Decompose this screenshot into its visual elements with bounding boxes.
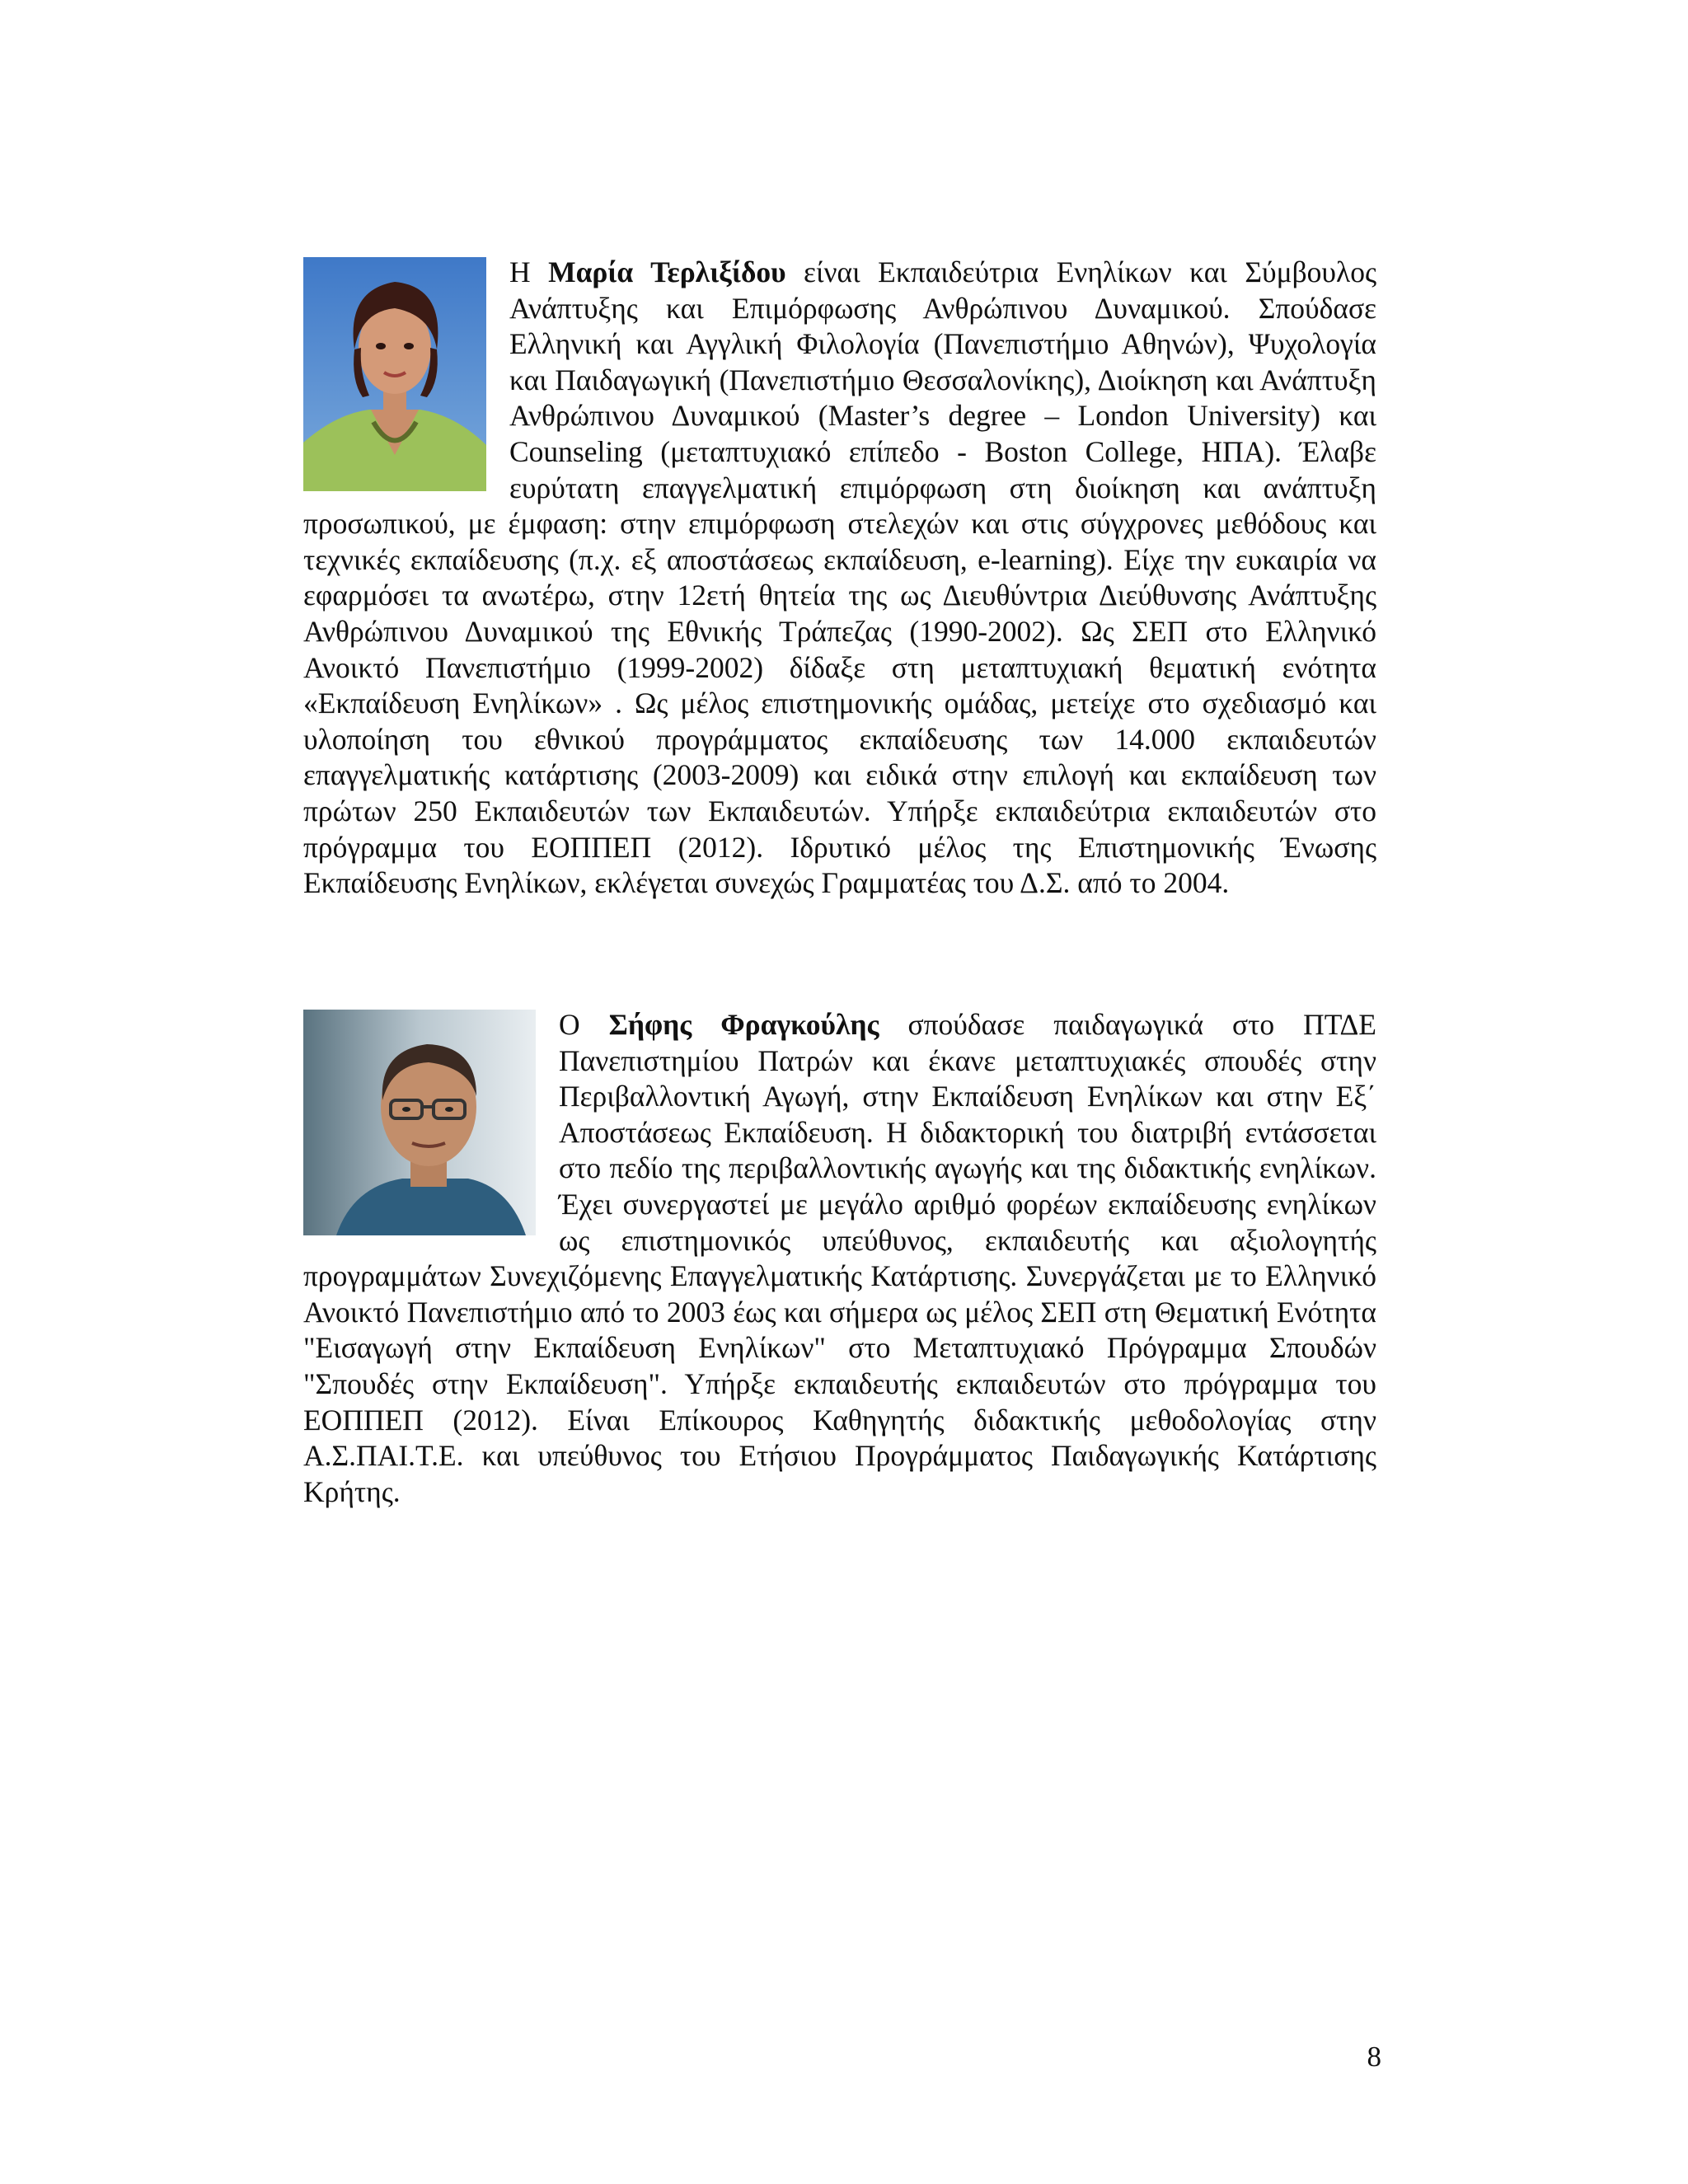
bio-intro: Η	[509, 255, 549, 288]
bio-intro: Ο	[559, 1008, 609, 1041]
bio-name: Μαρία Τερλιξίδου	[548, 255, 786, 288]
bio-name: Σήφης Φραγκούλης	[608, 1008, 879, 1041]
bio-text: είναι Εκπαιδεύτρια Ενηλίκων και Σύμβουλος Ανάπτυξης και Επιμόρφωσης Ανθρώπινου Δυναμικού. Σπούδασε Ελληνική και Αγγλική Φιλολογία (Πανεπιστήμιο Αθηνών), Ψυχολογία και Παιδαγωγική (Πανεπιστήμιο Θεσσαλονίκης), Διοίκηση και Ανάπτυξη Ανθρώπινου Δυναμικού (Master’s degree – London University) και Counseling (μεταπτυχιακό επίπεδο - Boston College, ΗΠΑ). Έλαβε ευρύτατη επαγγελματική επιμόρφωση στη διοίκηση και ανάπτυξη προσωπικού, με έμφαση: στην επιμόρφωση στελεχών και στις σύγχρονες μεθόδους και τεχνικές εκπαίδευσης (π.χ. εξ αποστάσεως εκπαίδευση, e-learning). Είχε την ευκαιρία να εφαρμόσει τα ανωτέρω, στην 12ετή θητεία της ως Διευθύντρια Διεύθυνσης Ανάπτυξης Ανθρώπινου Δυναμικού της Εθνικής Τράπεζας (1990-2002). Ως ΣΕΠ στο Ελληνικό Ανοικτό Πανεπιστήμιο (1999-2002) δίδαξε στη μεταπτυχιακή θεματική ενότητα «Εκπαίδευση Ενηλίκων» . Ως μέλος επιστημονικής ομάδας, μετείχε στο σχεδιασμό και υλοποίηση του εθνικού προγράμματος εκπαίδευσης των 14.000 εκπαιδευτών επαγγελματικής κατάρτισης (2003-2009) και ειδικά στην επιλογή και εκπαίδευση των πρώτων 250 Εκπαιδευτών των Εκπαιδευτών. Υπήρξε εκπαιδεύτρια εκπαιδευτών στο πρόγραμμα του ΕΟΠΠΕΠ (2012). Ιδρυτικό μέλος της Επιστημονικής Ένωσης Εκπαίδευσης Ενηλίκων, εκλέγεται συνεχώς Γραμματέας του Δ.Σ. από το 2004.	[303, 255, 1377, 900]
bio-text: σπούδασε παιδαγωγικά στο ΠΤΔΕ Πανεπιστημίου Πατρών και έκανε μεταπτυχιακές σπουδές στην Περιβαλλοντική Αγωγή, στην Εκπαίδευση Ενηλίκων και στην Εξ΄ Αποστάσεως Εκπαίδευση. Η διδακτορική του διατριβή εντάσσεται στο πεδίο της περιβαλλοντικής αγωγής και της διδακτικής ενηλίκων. Έχει συνεργαστεί με μεγάλο αριθμό φορέων εκπαίδευσης ενηλίκων ως επιστημονικός υπεύθυνος, εκπαιδευτής και αξιολογητής προγραμμάτων Συνεχιζόμενης Επαγγελματικής Κατάρτισης. Συνεργάζεται με το Ελληνικό Ανοικτό Πανεπιστήμιο από το 2003 έως και σήμερα ως μέλος ΣΕΠ στη Θεματική Ενότητα "Εισαγωγή στην Εκπαίδευση Ενηλίκων" στο Μεταπτυχιακό Πρόγραμμα Σπουδών "Σπουδές στην Εκπαίδευση". Υπήρξε εκπαιδευτής εκπαιδευτών στο πρόγραμμα του ΕΟΠΠΕΠ (2012). Είναι Επίκουρος Καθηγητής διδακτικής μεθοδολογίας στην Α.Σ.ΠΑΙ.Τ.Ε. και υπεύθυνος του Ετήσιου Προγράμματος Παιδαγωγικής Κατάρτισης Κρήτης.	[303, 1008, 1376, 1508]
bio-maria-terlixidou	[303, 255, 1376, 902]
portrait-photo-man	[303, 1010, 536, 1235]
portrait-photo-woman	[303, 257, 486, 491]
bio-sifis-fragkoulis	[303, 1007, 1376, 1510]
page-number: 8	[1367, 2041, 1381, 2073]
